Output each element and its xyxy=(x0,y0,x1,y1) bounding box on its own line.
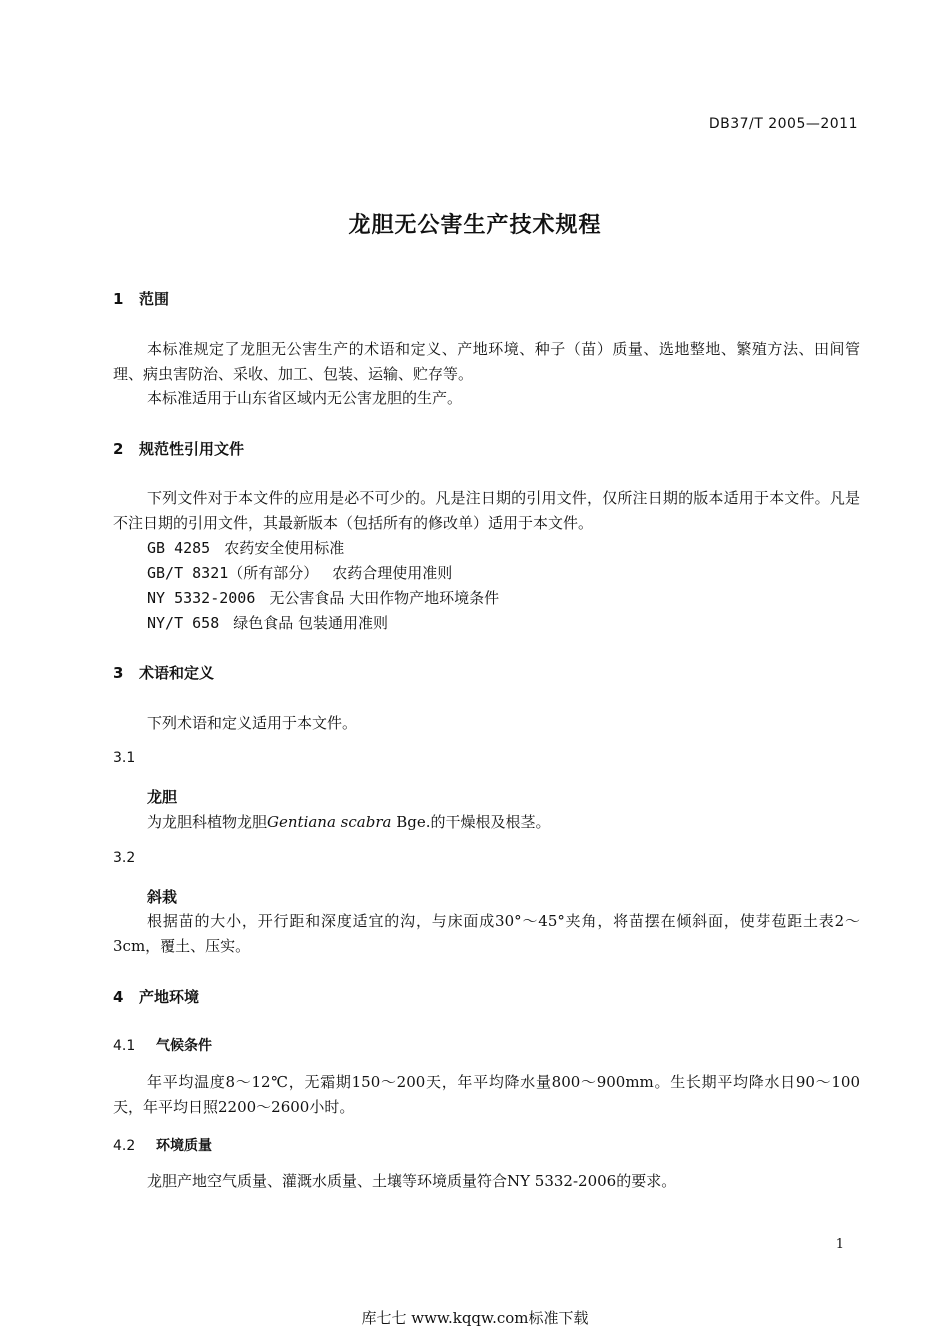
section-title: 规范性引用文件 xyxy=(139,440,245,458)
term-3-1-number: 3.1 xyxy=(113,750,136,766)
section-3-heading xyxy=(113,662,214,683)
section-title: 术语和定义 xyxy=(139,664,215,682)
definition-text: 为龙胆科植物龙胆 xyxy=(147,813,268,831)
section-1-paragraph-2: 本标准适用于山东省区域内无公害龙胆的生产。 xyxy=(147,389,463,407)
reference-item xyxy=(147,537,344,558)
reference-item xyxy=(147,612,388,633)
footer-watermark: 库七七 www.kqqw.com标准下载 xyxy=(361,1309,589,1327)
section-1-paragraph-1: 本标准规定了龙胆无公害生产的术语和定义、产地环境、种子（苗）质量、选地整地、繁殖方法、田间管理、病虫害防治、采收、加工、包装、运输、贮存等。 xyxy=(113,340,860,383)
latin-name: Gentiana scabra xyxy=(267,813,392,831)
section-2-heading xyxy=(113,438,244,459)
section-number: 3 xyxy=(113,664,124,682)
reference-item xyxy=(147,587,499,608)
reference-name: 绿色食品 包装通用准则 xyxy=(233,614,389,632)
term-3-1-title: 龙胆 xyxy=(147,788,178,806)
section-number: 4.2 xyxy=(113,1138,136,1154)
term-3-2-number: 3.2 xyxy=(113,850,136,866)
section-4-2-heading xyxy=(113,1135,212,1155)
reference-code: NY 5332-2006 xyxy=(147,589,256,607)
section-4-heading xyxy=(113,986,199,1007)
section-title: 气候条件 xyxy=(156,1038,212,1054)
section-4-1-heading xyxy=(113,1035,212,1055)
section-title: 产地环境 xyxy=(139,988,200,1006)
reference-name: 农药安全使用标准 xyxy=(224,539,345,557)
term-3-1-definition xyxy=(147,810,550,835)
section-title: 范围 xyxy=(139,290,170,308)
section-4-2-paragraph: 龙胆产地空气质量、灌溉水质量、土壤等环境质量符合NY 5332-2006的要求。 xyxy=(147,1172,677,1190)
section-2-paragraph-1: 下列文件对于本文件的应用是必不可少的。凡是注日期的引用文件，仅所注日期的版本适用于本文件。凡是不注日期的引用文件，其最新版本（包括所有的修改单）适用于本文件。 xyxy=(113,489,860,532)
page-number: 1 xyxy=(835,1237,844,1252)
page-title: 龙胆无公害生产技术规程 xyxy=(348,213,602,238)
term-3-2-title: 斜栽 xyxy=(147,888,178,906)
section-4-1-paragraph: 年平均温度8～12℃，无霜期150～200天，年平均降水量800～900mm。生长期平均降水日90～100天，年平均日照2200～2600小时。 xyxy=(113,1073,860,1116)
definition-text: Bge.的干燥根及根茎。 xyxy=(391,813,551,831)
reference-item xyxy=(147,562,452,583)
reference-code: GB 4285 xyxy=(147,539,211,557)
document-number: DB37/T 2005—2011 xyxy=(708,116,858,132)
section-number: 4.1 xyxy=(113,1038,136,1054)
reference-code: NY/T 658 xyxy=(147,614,220,632)
reference-code: GB/T 8321（所有部分） xyxy=(147,564,319,582)
section-number: 4 xyxy=(113,988,124,1006)
section-number: 2 xyxy=(113,440,124,458)
section-3-paragraph-1: 下列术语和定义适用于本文件。 xyxy=(147,714,358,732)
reference-name: 农药合理使用准则 xyxy=(332,564,453,582)
reference-name: 无公害食品 大田作物产地环境条件 xyxy=(269,589,500,607)
term-3-2-definition: 根据苗的大小，开行距和深度适宜的沟，与床面成30°～45°夹角，将苗摆在倾斜面，使芽苞距土表2～3cm，覆土、压实。 xyxy=(113,912,860,955)
section-number: 1 xyxy=(113,290,124,308)
section-1-heading xyxy=(113,288,169,309)
section-title: 环境质量 xyxy=(156,1138,212,1154)
